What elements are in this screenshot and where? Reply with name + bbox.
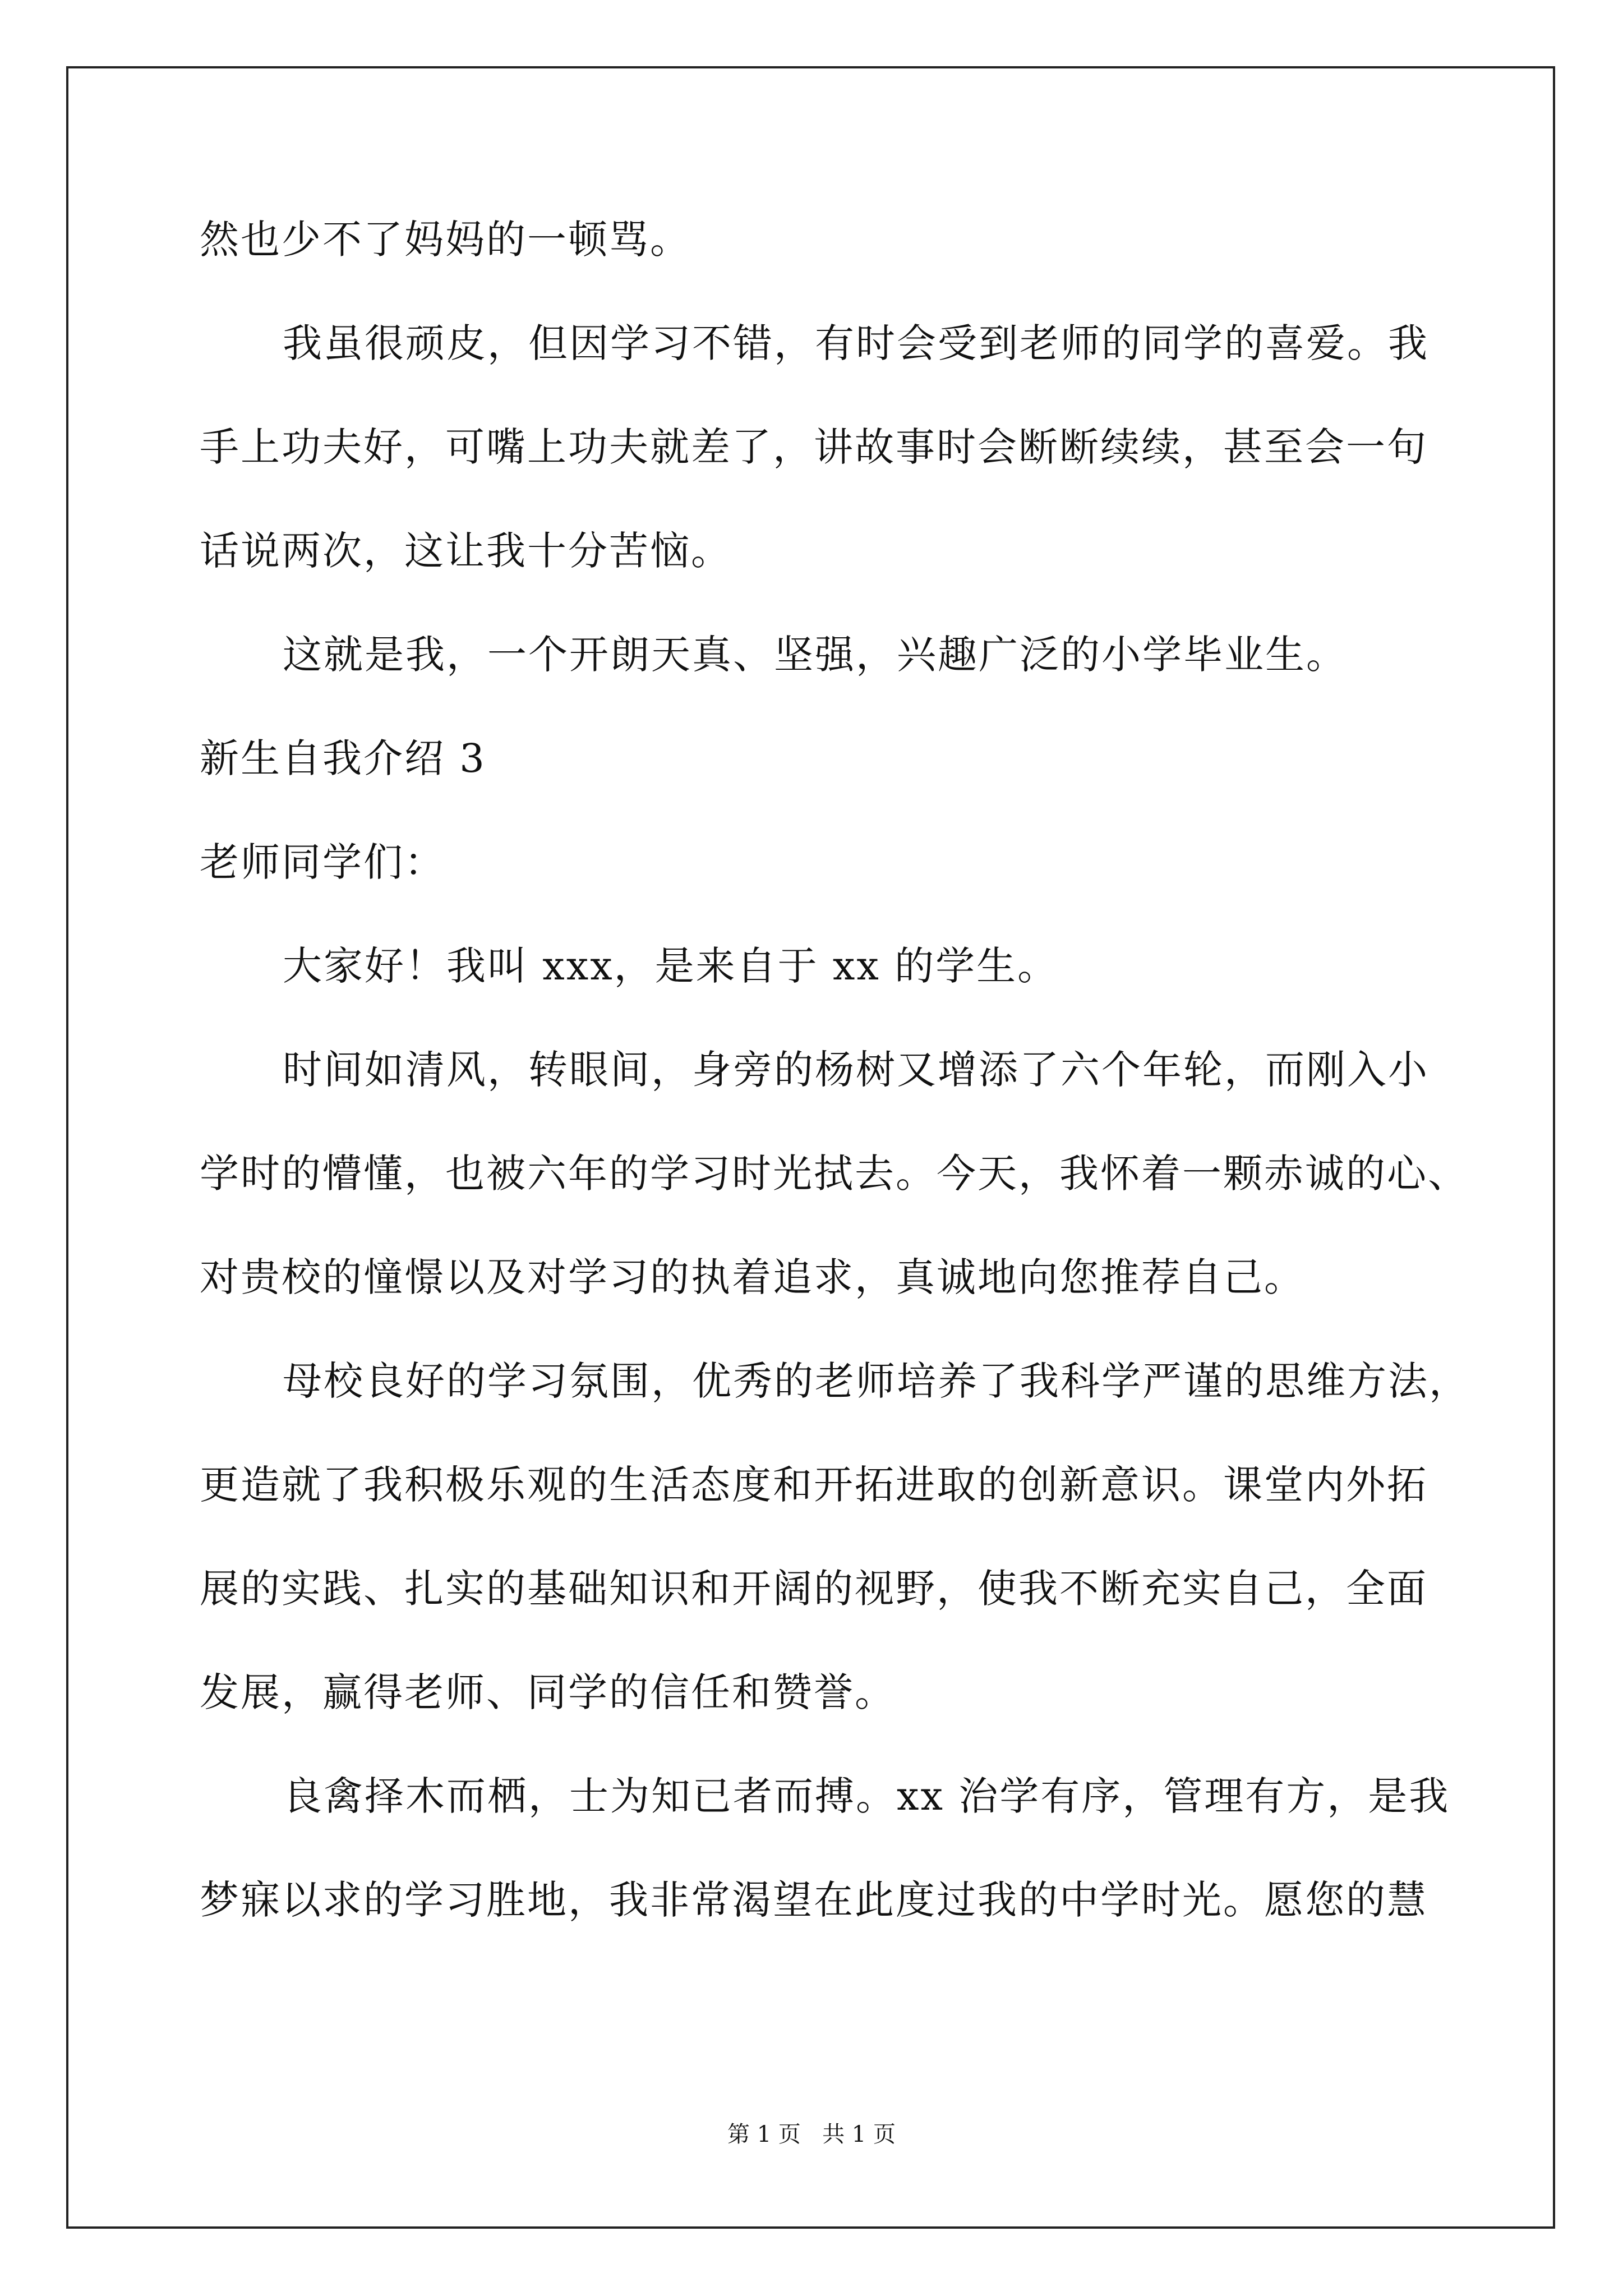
text-line: 更造就了我积极乐观的生活态度和开拓进取的创新意识。课堂内外拓 [200, 1462, 1428, 1508]
text-line: 话说两次，这让我十分苦恼。 [200, 528, 732, 574]
text-line: 然也少不了妈妈的一顿骂。 [200, 217, 691, 263]
page-number-footer: 第 1 页 共 1 页 [727, 2122, 896, 2147]
paragraph-first-line: 良禽择木而栖，士为知已者而搏。xx 治学有序，管理有方，是我 [283, 1773, 1450, 1819]
paragraph-first-line: 我虽很顽皮，但因学习不错，有时会受到老师的同学的喜爱。我 [283, 320, 1429, 366]
text-line: 学时的懵懂，也被六年的学习时光拭去。今天，我怀着一颗赤诚的心、 [200, 1151, 1469, 1197]
paragraph-first-line: 母校良好的学习氛围，优秀的老师培养了我科学严谨的思维方法， [283, 1358, 1470, 1404]
text-line: 梦寐以求的学习胜地，我非常渴望在此度过我的中学时光。愿您的慧 [200, 1877, 1428, 1923]
paragraph-first-line: 这就是我，一个开朗天真、坚强，兴趣广泛的小学毕业生。 [283, 632, 1347, 678]
paragraph-first-line: 大家好！我叫 xxx，是来自于 xx 的学生。 [283, 943, 1059, 989]
paragraph-first-line: 时间如清风，转眼间，身旁的杨树又增添了六个年轮，而刚入小 [283, 1047, 1429, 1093]
salutation: 老师同学们： [200, 839, 445, 885]
section-heading: 新生自我介绍 3 [200, 735, 486, 781]
text-line: 展的实践、扎实的基础知识和开阔的视野，使我不断充实自己，全面 [200, 1566, 1428, 1612]
text-line: 发展，赢得老师、同学的信任和赞誉。 [200, 1669, 896, 1715]
text-line: 对贵校的憧憬以及对学习的执着追求，真诚地向您推荐自己。 [200, 1254, 1305, 1300]
text-line: 手上功夫好，可嘴上功夫就差了，讲故事时会断断续续，甚至会一句 [200, 424, 1428, 470]
